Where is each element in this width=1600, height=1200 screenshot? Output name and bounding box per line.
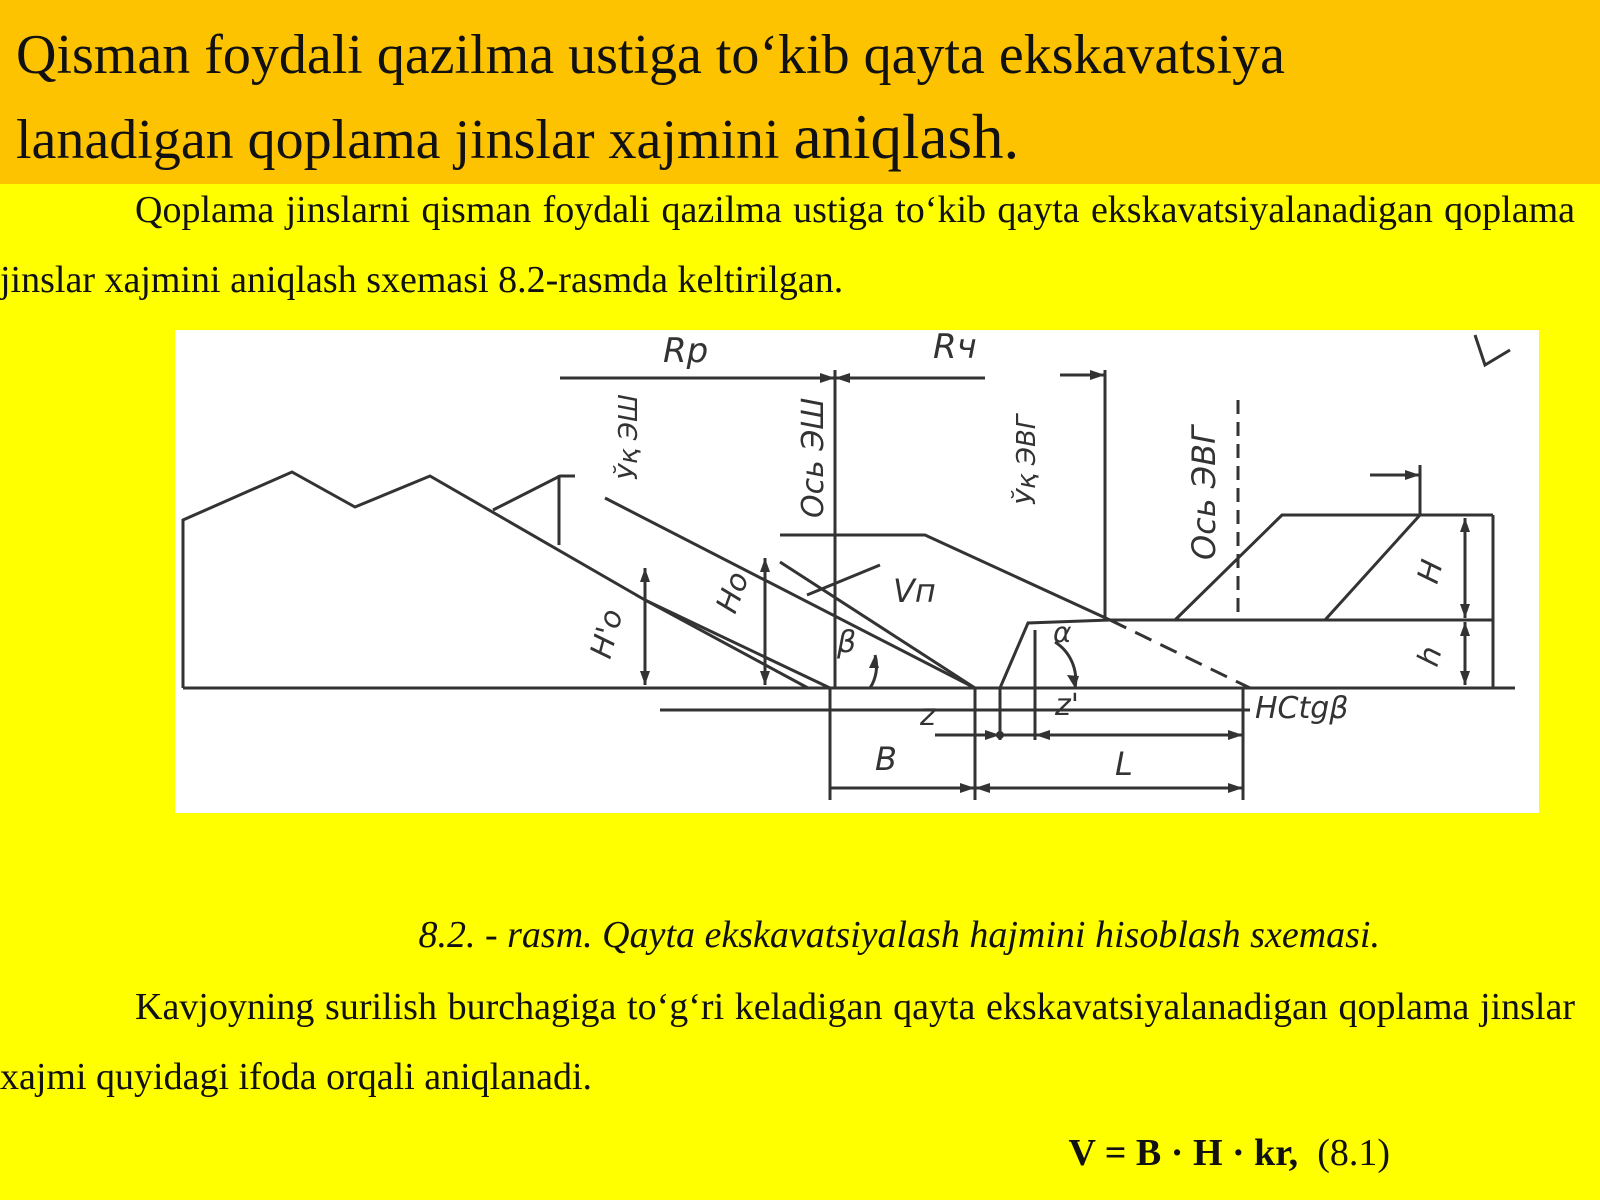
label-h0: Hо <box>709 567 757 618</box>
label-l: L <box>1115 745 1133 783</box>
formula <box>0 1126 1390 1180</box>
title-line2-emphasis: aniqlash. <box>793 102 1020 172</box>
label-uk-esh: Ўқ ЭШ <box>614 394 644 480</box>
excavation-scheme-figure <box>175 330 1539 813</box>
scheme-drawing <box>175 330 1539 813</box>
label-z: z <box>920 698 936 733</box>
label-b: B <box>875 740 897 778</box>
label-rch: Rч <box>933 330 977 367</box>
label-rp: Rр <box>663 331 709 371</box>
label-z-prime: z' <box>1055 688 1079 723</box>
page-title <box>16 14 1576 181</box>
title-line2-start: lanadigan qoplama jinslar xajmini <box>16 109 794 171</box>
label-vp: Vп <box>893 572 936 610</box>
label-os-esh: Ось ЭШ <box>796 397 831 518</box>
body-paragraph: Kavjoyning surilish burchagiga to‘g‘ri keladigan qayta ekskavatsiyalanadigan qoplama jinslar xajmi quyidagi ifoda orqali aniqlanadi. <box>0 986 1575 1098</box>
formula-expression: V = B · H · kr, <box>1068 1132 1299 1174</box>
formula-number: (8.1) <box>1317 1132 1390 1174</box>
label-big-h: H <box>1410 556 1451 588</box>
label-beta: β <box>837 625 857 660</box>
figure-caption: 8.2. - rasm. Qayta ekskavatsiyalash hajmini hisoblash sxemasi. <box>418 914 1380 956</box>
label-hctg-beta: HCtgβ <box>1255 691 1349 726</box>
label-os-evg: Ось ЭВГ <box>1185 426 1223 560</box>
label-alpha: α <box>1053 616 1072 649</box>
label-small-h: h <box>1410 642 1450 671</box>
intro-paragraph: Qoplama jinslarni qisman foydali qazilma ustiga to‘kib qayta ekskavatsiyalanadigan qoplama jinslar xajmini aniqlash sxemasi 8.2-rasmda keltirilgan. <box>0 189 1575 301</box>
title-line1: Qisman foydali qazilma ustiga to‘kib qayta ekskavatsiya <box>16 24 1285 86</box>
label-h0-prime: H'о <box>583 605 631 663</box>
label-uk-evg: Ўқ ЭВГ <box>1012 414 1042 505</box>
